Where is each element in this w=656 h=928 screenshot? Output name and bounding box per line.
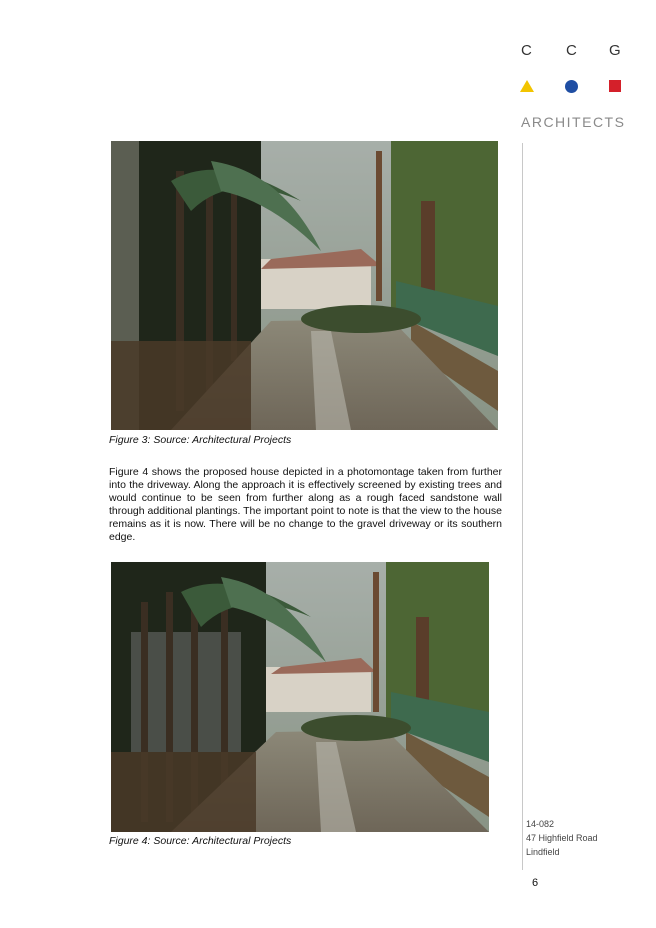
logo-letter-2: C [566, 42, 577, 59]
project-info [526, 817, 598, 859]
logo-wordmark: ARCHITECTS [521, 114, 626, 130]
figure-4-caption: Figure 4: Source: Architectural Projects [109, 835, 292, 847]
suburb-line: Lindfield [526, 847, 560, 857]
address-line: 47 Highfield Road [526, 833, 598, 843]
yellow-triangle-icon [520, 80, 534, 92]
figure-3-caption: Figure 3: Source: Architectural Projects [109, 434, 292, 446]
job-number: 14-082 [526, 819, 555, 829]
red-square-icon [609, 80, 621, 92]
page-number: 6 [532, 877, 539, 889]
figure-4-photo [111, 562, 489, 832]
margin-divider [522, 143, 523, 870]
blue-circle-icon [565, 80, 578, 93]
logo-letter-1: C [521, 42, 532, 59]
body-paragraph: Figure 4 shows the proposed house depicted in a photomontage taken from further into the driveway. Along the approach it is effectively screened by existing trees and would continue to be seen from further along as a rough faced sandstone wall through additional plantings. The important point to note is that the view to the house remains as it is now. There will be no change to the gravel driveway or its southern edge. [109, 466, 502, 543]
logo-letter-3: G [609, 42, 621, 59]
figure-3-photo [111, 141, 498, 430]
